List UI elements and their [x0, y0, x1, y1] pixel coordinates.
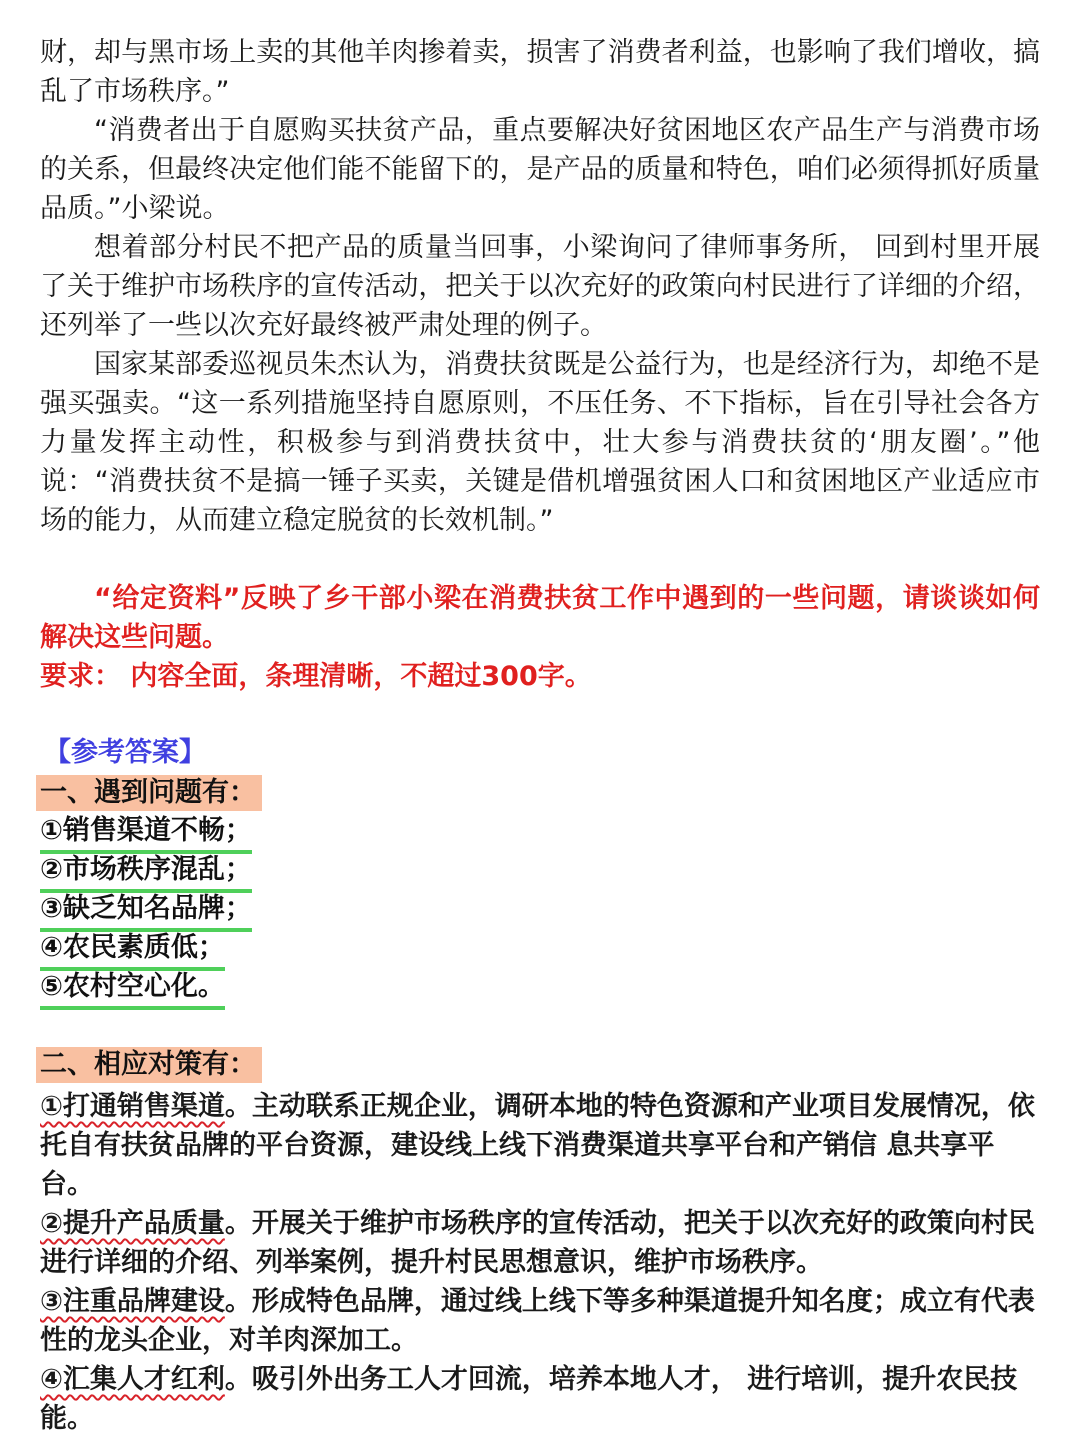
- problem-item: ②市场秩序混乱；: [40, 853, 252, 893]
- question-requirement: 要求： 内容全面，条理清晰，不超过300字。: [40, 661, 592, 692]
- solution-title: ③注重品牌建设: [40, 1286, 225, 1317]
- solution-item: [40, 1204, 1040, 1282]
- solution-title: ①打通销售渠道: [40, 1091, 225, 1122]
- problems-heading: 一、遇到问题有：: [36, 775, 262, 811]
- solution-body: 。主动联系正规企业，调研本地的特色资源和产业项目发展情况，依托自有扶贫品牌的平台资源，建设线上线下消费渠道共享平台和产销信 息共享平台。: [40, 1091, 1035, 1200]
- solution-title: ②提升产品质量: [40, 1208, 225, 1239]
- paragraph-quote: “消费者出于自愿购买扶贫产品，重点要解决好贫困地区农产品生产与消费市场的关系，但最终决定他们能不能留下的，是产品的质量和特色，咱们必须得抓好质量品质。”小梁说。: [40, 115, 1040, 224]
- solution-body: 。吸引外出务工人才回流，培养本地人才， 进行培训，提升农民技能。: [40, 1364, 1018, 1434]
- solution-item: [40, 1087, 1040, 1204]
- solution-body: 。形成特色品牌，通过线上线下等多种渠道提升知名度；成立有代表性的龙头企业，对羊肉深加工。: [40, 1286, 1035, 1356]
- solutions-heading: 二、相应对策有：: [36, 1047, 262, 1083]
- solution-body: 。开展关于维护市场秩序的宣传活动，把关于以次充好的政策向村民进行详细的介绍、列举案例，提升村民思想意识，维护市场秩序。: [40, 1208, 1035, 1278]
- answer-tag: 【参考答案】: [44, 737, 206, 768]
- paragraph-continued: 财，却与黑市场上卖的其他羊肉掺着卖，损害了消费者利益，也影响了我们增收，搞乱了市场秩序。”: [40, 37, 1040, 107]
- solution-item: [40, 1282, 1040, 1360]
- question-text: “给定资料”反映了乡干部小梁在消费扶贫工作中遇到的一些问题，请谈谈如何解决这些问题。: [40, 583, 1040, 653]
- solution-title: ④汇集人才红利: [40, 1364, 225, 1395]
- paragraph-lawyer: 想着部分村民不把产品的质量当回事，小梁询问了律师事务所， 回到村里开展了关于维护市场秩序的宣传活动，把关于以次充好的政策向村民进行了详细的介绍，还列举了一些以次充好最终被严肃处理的例子。: [40, 232, 1040, 341]
- problem-item: ④农民素质低；: [40, 931, 225, 971]
- solution-item: [40, 1360, 1040, 1438]
- problem-item: ①销售渠道不畅；: [40, 814, 252, 854]
- problem-item: ③缺乏知名品牌；: [40, 892, 252, 932]
- problem-item: ⑤农村空心化。: [40, 970, 225, 1010]
- paragraph-official: 国家某部委巡视员朱杰认为，消费扶贫既是公益行为，也是经济行为，却绝不是强买强卖。“这一系列措施坚持自愿原则，不压任务、不下指标，旨在引导社会各方力量发挥主动性，积极参与到消费扶贫中，壮大参与消费扶贫的‘朋友圈’。”他说：“消费扶贫不是搞一锤子买卖，关键是借机增强贫困人口和贫困地区产业适应市场的能力，从而建立稳定脱贫的长效机制。”: [40, 349, 1040, 536]
